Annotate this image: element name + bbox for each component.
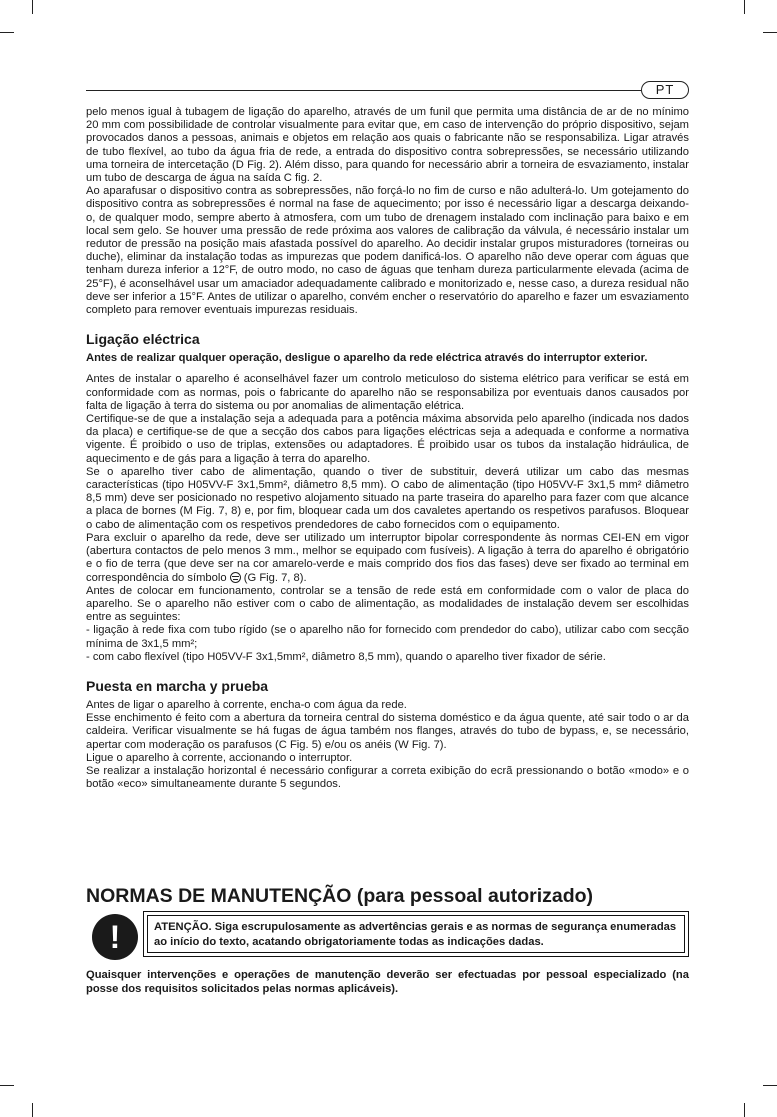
electrical-text: Para excluir o aparelho da rede, deve ser utilizado um interruptor bipolar correspondente às normas CEI-EN em vigor (abertura contactos de pelo menos 3 mm., melhor se equipado com fusíveis). A ligação à terra do aparelho é obrigatório e o fio de terra (que deve ser na cor amarelo-verde e mais comprido dos fios das fases) deve ser fixado ao terminal em correspondência do símbolo xyxy=(86,531,689,584)
section-title-startup: Puesta en marcha y prueba xyxy=(86,677,269,694)
startup-paragraph: Ligue o aparelho à corrente, accionando o interruptor. xyxy=(86,751,353,764)
crop-mark xyxy=(0,32,14,33)
crop-mark xyxy=(763,1085,777,1086)
crop-mark xyxy=(744,1103,745,1117)
intro-paragraph: pelo menos igual à tubagem de ligação do aparelho, através de um funil que permita uma distância de ar de no mínimo 20 mm com possibilidade de controlar visualmente para evitar que, em caso de intervenção do próprio dispositivo, sejam provocados danos a pessoas, animais e objetos em relação aos quais o fabricante não se responsabiliza. Ligar através de tubo flexível, ao tubo da água fria de rede, a entrada do dispositivo contra sobrepressões, se necessário utilizando uma torneira de intercetação (D Fig. 2). Além disso, para quando for necessário abrir a torneira de esvaziamento, instalar um tubo de descarga de água na saída C fig. 2. xyxy=(86,106,689,185)
startup-paragraph: Esse enchimento é feito com a abertura da torneira central do sistema doméstico e da água quente, até sair todo o ar da caldeira. Verificar visualmente se há fugas de água também nos flanges, através do tubo de bypass, e, se necessário, apertar com moderação os parafusos (C Fig. 5) e/ou os anéis (W Fig. 7). xyxy=(86,712,689,751)
language-badge: PT xyxy=(641,81,689,99)
electrical-text: (G Fig. 7, 8). xyxy=(240,571,307,584)
maintenance-title: NORMAS DE MANUTENÇÃO (para pessoal autorizado) xyxy=(86,885,594,907)
electrical-paragraph: Se o aparelho tiver cabo de alimentação, quando o tiver de substituir, deverá utilizar um cabo das mesmas características (tipo H05VV-F 3x1,5mm², diâmetro 8,5 mm). O cabo de alimentação (tipo H05VV-F 3x1,5 mm² diâmetro 8,5 mm) deve ser posicionado no respetivo alojamento situado na parte traseira do aparelho para fazer com que alcance a placa de bornes (M Fig. 7, 8) e, por fim, bloquear cada um dos cavaletes apertando os respetivos parafusos. Bloquear o cabo de alimentação com os respetivos prendedores de cabo fornecidos com o equipamento. xyxy=(86,465,689,531)
electrical-list-item: - ligação à rede fixa com tubo rígido (se o aparelho não for fornecido com prendedor do cabo), utilizar cabo com secção mínima de 3x1,5 mm²; xyxy=(86,624,689,650)
electrical-paragraph: Antes de instalar o aparelho é aconselhável fazer um controlo meticuloso do sistema elétrico para verificar se está em conformidade com as normas, pois o fabricante do aparelho não se responsabiliza por eventuais danos causados por falta de ligação à terra do sistema ou por anomalias de alimentação elétrica. xyxy=(86,373,689,412)
maintenance-note: Quaisquer intervenções e operações de manutenção deverão ser efectuadas por pessoal especializado (na posse dos requisitos solicitados pelas normas aplicáveis). xyxy=(86,969,689,995)
ground-symbol-icon xyxy=(230,572,241,583)
electrical-warning-lead: Antes de realizar qualquer operação, desligue o aparelho da rede eléctrica através do interruptor exterior. xyxy=(86,352,648,365)
crop-mark xyxy=(32,1103,33,1117)
crop-mark xyxy=(744,0,745,14)
warning-text: ATENÇÃO. Siga escrupulosamente as advertências gerais e as normas de segurança enumeradas ao início do texto, acatando obrigatoriamente todas as indicações dadas. xyxy=(147,915,685,953)
crop-mark xyxy=(0,1085,14,1086)
page-body xyxy=(86,106,689,791)
electrical-list-item: - com cabo flexível (tipo H05VV-F 3x1,5mm², diâmetro 8,5 mm), quando o aparelho tiver fixador de série. xyxy=(86,650,606,663)
warning-box xyxy=(143,911,689,957)
startup-paragraph: Antes de ligar o aparelho à corrente, encha-o com água da rede. xyxy=(86,698,407,711)
crop-mark xyxy=(32,0,33,14)
startup-paragraph: Se realizar a instalação horizontal é necessário configurar a correta exibição do ecrã pressionando o botão «modo» e o botão «eco» simultaneamente durante 5 segundos. xyxy=(86,764,689,791)
intro-paragraph: Ao aparafusar o dispositivo contra as sobrepressões, não forçá-lo no fim de curso e não adulterá-lo. Um gotejamento do dispositivo contra as sobrepressões é normal na fase de aquecimento; por isso é necessário ligar a descarga deixando-o, de qualquer modo, sempre aberto à atmosfera, com um tubo de drenagem instalado com inclinação para baixo e em local sem gelo. Se houver uma pressão de rede próxima aos valores de calibração da válvula, é necessário instalar um redutor de pressão na posição mais afastada possível do aparelho. Ao decidir instalar grupos misturadores (torneiras ou duche), eliminar da instalação todas as impurezas que podem danificá-los. O aparelho não deve operar com águas que tenham dureza inferior a 12°F, de outro modo, no caso de águas que tenham dureza particularmente elevada (acima de 25°F), é aconselhável usar um amaciador adequadamente calibrado e monitorizado e, nesse caso, a dureza residual não deve ser inferior a 15°F. Antes de utilizar o aparelho, convém encher o reservatório do aparelho e fazer um esvaziamento completo para remover eventuais impurezas residuais. xyxy=(86,185,689,317)
electrical-paragraph: Certifique-se de que a instalação seja a adequada para a potência máxima absorvida pelo aparelho (indicada nos dados da placa) e certifique-se de que a secção dos cabos para ligações eléctricas seja a adequada e conforme a normativa vigente. É proibido o uso de triplas, extensões ou adaptadores. É proibido usar os tubos da instalação hidráulica, de aquecimento e de gás para a ligação à terra do aparelho. xyxy=(86,413,689,465)
electrical-paragraph xyxy=(86,532,689,585)
header-rule xyxy=(86,90,641,91)
section-title-electrical: Ligação eléctrica xyxy=(86,331,200,348)
exclamation-icon: ! xyxy=(92,914,138,960)
electrical-paragraph: Antes de colocar em funcionamento, controlar se a tensão de rede está em conformidade com o valor de placa do aparelho. Se o aparelho não estiver com o cabo de alimentação, as modalidades de instalação devem ser escolhidas entre as seguintes: xyxy=(86,584,689,624)
crop-mark xyxy=(763,32,777,33)
